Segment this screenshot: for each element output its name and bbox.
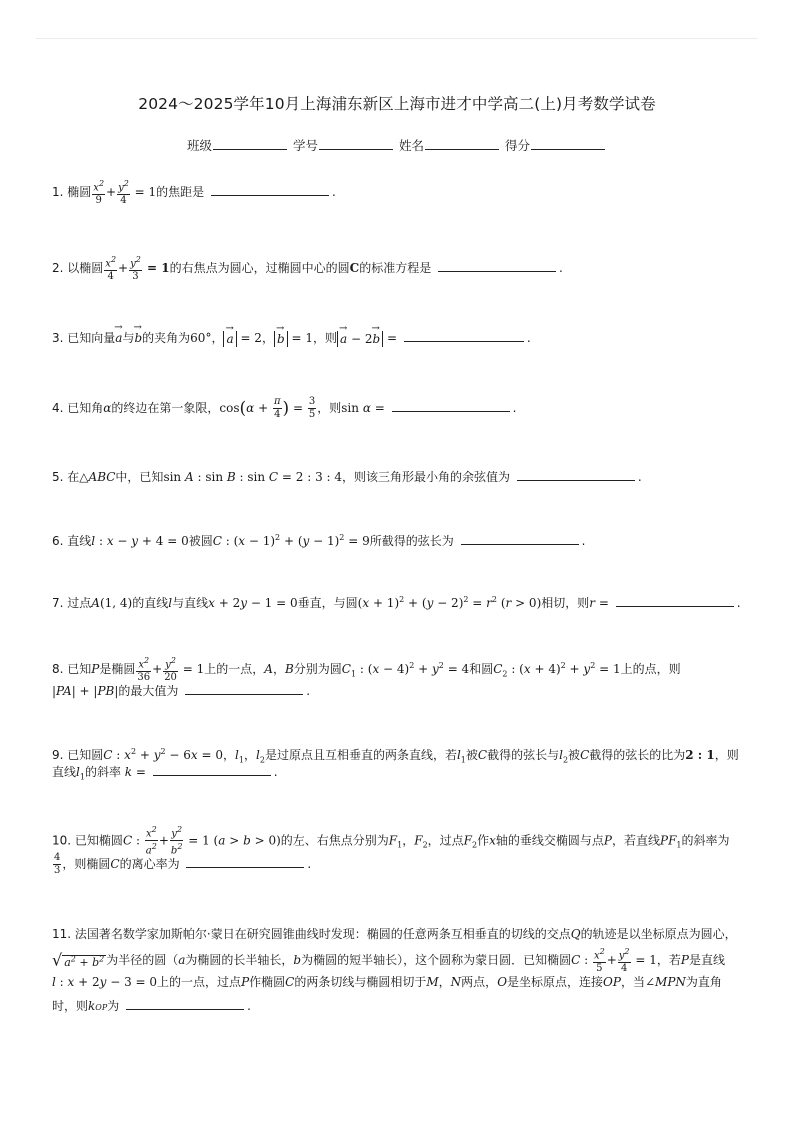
question-9: 9. 已知圆C : $x^2 + y^2 - 6x = 0$，$l_1$，$l_2$是过原点且互相垂直的两条直线，若$l_1$被C截得的弦长与$l_2$被C截得的弦长的比为2 : 1，则: [52, 747, 739, 765]
question-11-line-4: 时，则kOP为 .: [52, 999, 251, 1013]
question-8: 8. 已知P是椭圆 $\frac{x^2}{36}$ + $\frac{y^2}{20}$ = 1上的一点，A，B分别为圆$C_1$ : $(x - 4)^2 + y^2 = 4$和圆$C_2$ : $(x + 4)^2 + y^2 = 1$上的点，则: [52, 655, 681, 684]
score-label: 得分: [504, 138, 530, 153]
question-9-line-2: 直线$l_1$的斜率 k = .: [52, 765, 278, 782]
class-blank[interactable]: [213, 139, 287, 150]
id-label: 学号: [292, 138, 318, 153]
question-2: 2. 以椭圆 $\frac{x^2}{4}$ + $\frac{y^2}{3}$ = 1的右焦点为圆心，过椭圆中心的圆C的标准方程是 .: [52, 255, 563, 283]
answer-blank-11[interactable]: [126, 997, 244, 1010]
answer-blank-1[interactable]: [211, 183, 329, 196]
answer-blank-5[interactable]: [517, 468, 635, 481]
question-11-line-2: √ $a^2 + b^2$ 为半径的圆（a为椭圆的长半轴长，b为椭圆的短半轴长），这个圆称为蒙日圆．已知椭圆C : $\frac{x^2}{5}$ + $\frac{y^2}{4}$ = 1，若P是直线: [52, 947, 725, 975]
question-8-line-2: |PA| + |PB|的最大值为 .: [52, 684, 311, 698]
score-blank[interactable]: [531, 139, 605, 150]
question-4: 4. 已知角α的终边在第一象限，cos(α + $\frac{\pi}{4}$ ) = $\frac{3}{5}$ ，则sin α = .: [52, 396, 517, 420]
answer-blank-6[interactable]: [461, 532, 579, 545]
question-5: 5. 在△ABC中，已知sin A : sin B : sin C = 2 : 3 : 4，则该三角形最小角的余弦值为 .: [52, 470, 642, 484]
answer-blank-4[interactable]: [392, 399, 510, 412]
name-blank[interactable]: [425, 139, 499, 150]
name-label: 姓名: [398, 138, 424, 153]
answer-blank-8[interactable]: [185, 682, 303, 695]
answer-blank-7[interactable]: [616, 594, 734, 607]
question-1: 1. 椭圆 $\frac{x^2}{9}$ + $\frac{y^2}{4}$ = 1的焦距是 .: [52, 179, 336, 207]
question-11: 11. 法国著名数学家加斯帕尔·蒙日在研究圆锥曲线时发现：椭圆的任意两条互相垂直的切线的交点Q的轨迹是以坐标原点为圆心，: [52, 927, 737, 941]
question-6: 6. 直线l : x − y + 4 = 0被圆C : $(x - 1)^2 + (y - 1)^2 = 9$所截得的弦长为 .: [52, 533, 586, 548]
student-info-row: [0, 136, 794, 154]
page-title: 2024～2025学年10月上海浦东新区上海市进才中学高二(上)月考数学试卷: [138, 95, 656, 113]
question-10-line-2: $\frac{4}{3}$ ，则椭圆C的离心率为 .: [54, 852, 312, 876]
question-10: 10. 已知椭圆C : $\frac{x^2}{a^2}$ + $\frac{y^2}{b^2}$ = 1 (a > b > 0)的左、右焦点分别为$F_1$，$F_2$，过点$F_2$作x轴的垂线交椭圆与点P，若直线$PF_1$的斜率为: [52, 825, 730, 857]
id-blank[interactable]: [319, 139, 393, 150]
header-divider: [36, 38, 758, 39]
answer-blank-9[interactable]: [153, 763, 271, 776]
question-7: 7. 过点A(1, 4)的直线l与直线x + 2y − 1 = 0垂直，与圆$(x + 1)^2 + (y - 2)^2 = r^2$ (r > 0)相切，则r = .: [52, 595, 741, 610]
question-3: 3. 已知向量→ a与→ b的夹角为60°，→ a = 2，→ b = 1，则→ a − 2→ b = .: [52, 326, 752, 350]
answer-blank-2[interactable]: [438, 259, 556, 272]
class-label: 班级: [186, 138, 212, 153]
answer-blank-3[interactable]: [404, 329, 524, 342]
question-11-line-3: l : x + 2y − 3 = 0上的一点，过点P作椭圆C的两条切线与椭圆相切于M，N两点，O是坐标原点，连接OP，当∠MPN为直角: [52, 975, 722, 989]
answer-blank-10[interactable]: [186, 855, 304, 868]
